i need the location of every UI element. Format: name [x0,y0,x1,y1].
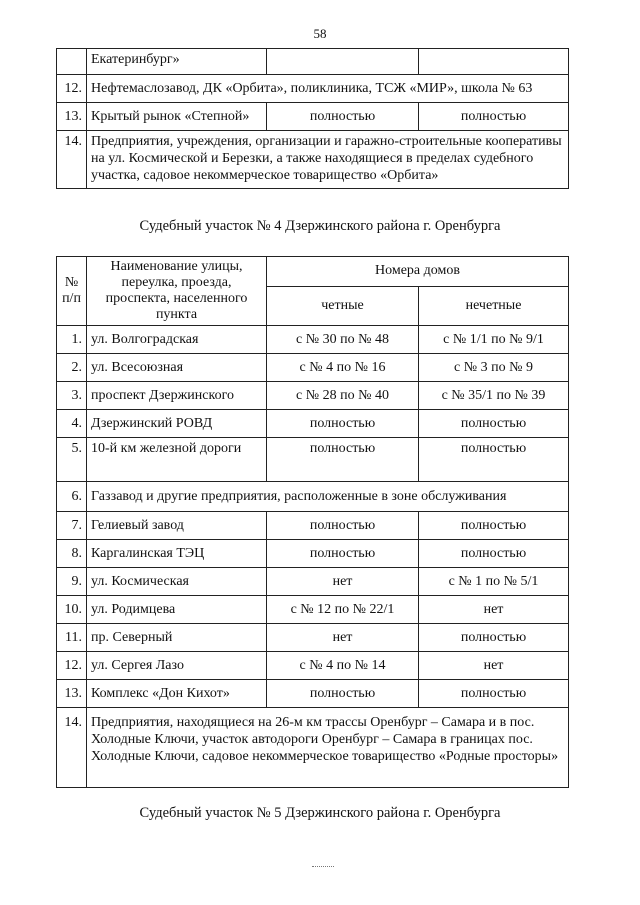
row-number: 14. [57,708,87,788]
table-row [57,49,569,75]
row-even: с № 28 по № 40 [267,382,419,410]
row-odd: полностью [419,624,569,652]
row-even: нет [267,568,419,596]
row-number: 12. [57,75,87,103]
row-number: 13. [57,680,87,708]
row-even: полностью [267,410,419,438]
row-full-text: Предприятия, учреждения, организации и гаражно-строительные кооперативы на ул. Космической и Березки, а также находящиеся в пределах судебного участка, садовое некоммерческое товарищество «Орбита» [87,131,569,189]
row-number: 9. [57,568,87,596]
table-row [57,568,569,596]
row-number: 5. [57,438,87,482]
row-name: Крытый рынок «Степной» [87,103,267,131]
row-number: 1. [57,326,87,354]
page-number: 58 [313,26,327,41]
row-odd: с № 1/1 по № 9/1 [419,326,569,354]
row-name: Комплекс «Дон Кихот» [87,680,267,708]
row-full-text: Нефтемаслозавод, ДК «Орбита», поликлиника, ТСЖ «МИР», школа № 63 [87,75,569,103]
row-odd: с № 3 по № 9 [419,354,569,382]
row-name: ул. Сергея Лазо [87,652,267,680]
row-odd: с № 35/1 по № 39 [419,382,569,410]
row-even: полностью [267,438,419,482]
row-number: 4. [57,410,87,438]
row-name: ул. Родимцева [87,596,267,624]
row-even: с № 4 по № 16 [267,354,419,382]
row-odd: с № 1 по № 5/1 [419,568,569,596]
row-full-text: Предприятия, находящиеся на 26-м км трассы Оренбург – Самара и в пос. Холодные Ключи, участок автодороги Оренбург – Самара в границах пос. Холодные Ключи, садовое некоммерческое товарищество «Родные просторы» [87,708,569,788]
row-name: 10-й км железной дороги [87,438,267,482]
row-even [267,49,419,75]
table-row [57,708,569,788]
table-row [57,624,569,652]
row-even: с № 12 по № 22/1 [267,596,419,624]
table-row [57,652,569,680]
row-odd: полностью [419,103,569,131]
row-name: ул. Всесоюзная [87,354,267,382]
row-number: 13. [57,103,87,131]
table-row [57,680,569,708]
table-row [57,596,569,624]
table-row [57,354,569,382]
page-footer-mark [312,866,334,867]
row-name: Гелиевый завод [87,512,267,540]
header-num: № п/п [57,257,87,326]
row-name: ул. Космическая [87,568,267,596]
section-4-title: Судебный участок № 4 Дзержинского района г. Оренбурга [139,218,501,234]
table-row [57,103,569,131]
row-odd [419,49,569,75]
row-number: 2. [57,354,87,382]
header-name: Наименование улицы, переулка, проезда, проспекта, населенного пункта [87,257,267,326]
row-even: нет [267,624,419,652]
row-even: с № 30 по № 48 [267,326,419,354]
row-odd: полностью [419,410,569,438]
row-number: 7. [57,512,87,540]
row-even: полностью [267,540,419,568]
row-name: ул. Волгоградская [87,326,267,354]
row-number: 11. [57,624,87,652]
row-number: 3. [57,382,87,410]
table-row [57,410,569,438]
row-odd: полностью [419,438,569,482]
header-even: четные [267,286,419,325]
row-name: Дзержинский РОВД [87,410,267,438]
row-full-text: Газзавод и другие предприятия, расположенные в зоне обслуживания [87,482,569,512]
row-name: Екатеринбург» [87,49,267,75]
table-row [57,438,569,482]
section-5-title: Судебный участок № 5 Дзержинского района г. Оренбурга [139,805,501,821]
row-number: 6. [57,482,87,512]
row-name: пр. Северный [87,624,267,652]
row-odd: нет [419,652,569,680]
row-number: 14. [57,131,87,189]
table-row [57,512,569,540]
row-even: полностью [267,512,419,540]
table-row [57,75,569,103]
table-row [57,382,569,410]
row-odd: полностью [419,512,569,540]
row-even: с № 4 по № 14 [267,652,419,680]
section-4-table [56,256,569,788]
row-number: 10. [57,596,87,624]
row-number: 12. [57,652,87,680]
row-odd: нет [419,596,569,624]
row-even: полностью [267,680,419,708]
row-number [57,49,87,75]
table-row [57,131,569,189]
continuation-table [56,48,569,189]
row-name: проспект Дзержинского [87,382,267,410]
row-even: полностью [267,103,419,131]
header-row [57,257,569,287]
header-houses: Номера домов [267,257,569,287]
header-odd: нечетные [419,286,569,325]
table-row [57,540,569,568]
row-odd: полностью [419,680,569,708]
row-number: 8. [57,540,87,568]
table-row [57,482,569,512]
table-row [57,326,569,354]
row-name: Каргалинская ТЭЦ [87,540,267,568]
row-odd: полностью [419,540,569,568]
